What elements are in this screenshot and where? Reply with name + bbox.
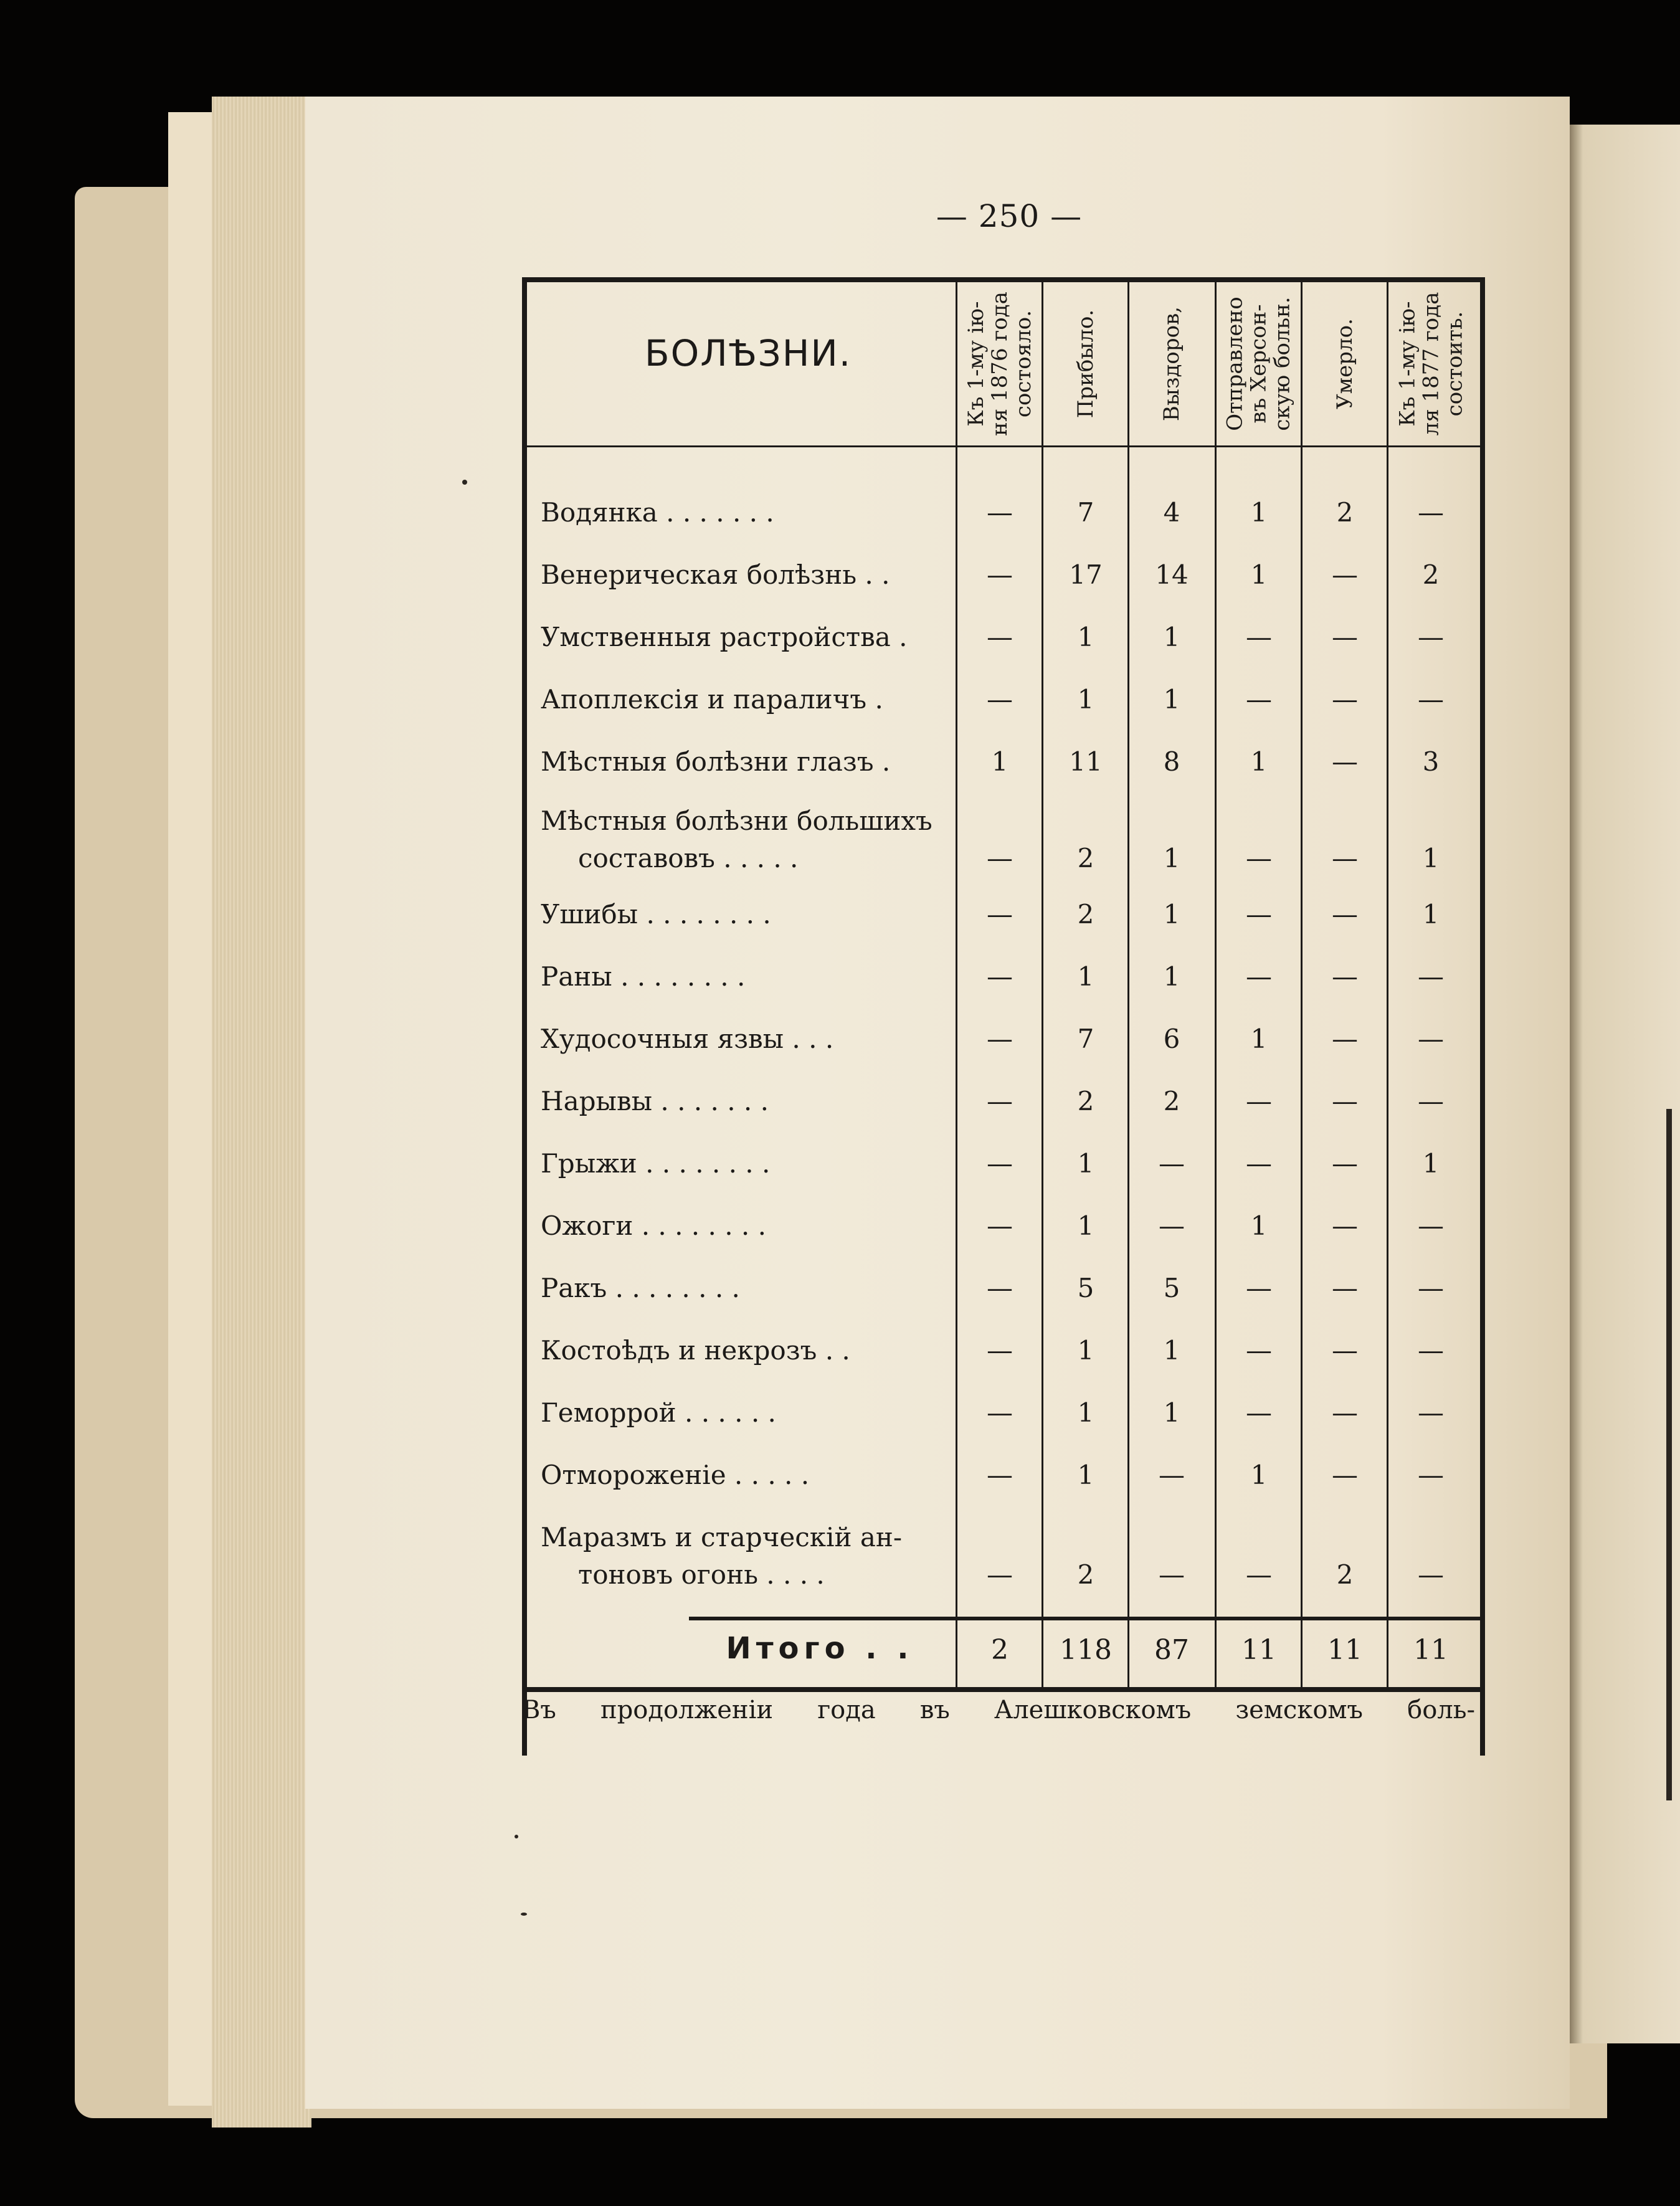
table-cell: — <box>1418 961 1444 992</box>
facing-page <box>1570 125 1680 2043</box>
total-rule <box>689 1617 1480 1620</box>
table-cell: — <box>987 1397 1013 1428</box>
total-label: Итого . . <box>726 1631 914 1666</box>
table-cell: 1 <box>1422 899 1440 929</box>
table-cell: 1 <box>1077 961 1094 992</box>
disease-name: Ракъ . . . . . . . . <box>541 1273 740 1303</box>
table-cell: — <box>1332 622 1358 652</box>
table-cell: — <box>1418 1210 1444 1241</box>
table-cell: — <box>1332 1273 1358 1303</box>
table-cell: — <box>1246 622 1272 652</box>
disease-name: Водянка . . . . . . . <box>541 497 774 528</box>
header-rule <box>527 445 1480 447</box>
table-cell: — <box>987 1148 1013 1179</box>
table-cell: 7 <box>1077 497 1094 528</box>
table-cell: — <box>987 1024 1013 1054</box>
table-cell: — <box>1418 1086 1444 1116</box>
total-cell: 2 <box>991 1634 1008 1666</box>
table-cell: — <box>1418 1024 1444 1054</box>
table-cell: — <box>1246 899 1272 929</box>
table-cell: 5 <box>1163 1273 1180 1303</box>
ink-speck <box>462 480 467 485</box>
table-cell: 1 <box>1163 961 1180 992</box>
table-cell: 1 <box>1077 1210 1094 1241</box>
table-cell: — <box>1332 684 1358 715</box>
total-cell: 11 <box>1241 1634 1276 1666</box>
table-cell: 2 <box>1077 1559 1094 1590</box>
table-cell: — <box>1332 1148 1358 1179</box>
table-cell: — <box>1332 559 1358 590</box>
table-cell: 1 <box>1077 1397 1094 1428</box>
disease-name: Ожоги . . . . . . . . <box>541 1210 766 1241</box>
disease-name: Отмороженіе . . . . . <box>541 1460 810 1490</box>
table-cell: — <box>1246 1273 1272 1303</box>
table-cell: 17 <box>1069 559 1103 590</box>
table-cell: 1 <box>1250 746 1268 777</box>
table-cell: 1 <box>1077 684 1094 715</box>
table-cell: 1 <box>1250 1460 1268 1490</box>
table-cell: — <box>1332 1210 1358 1241</box>
table-cell: — <box>1246 684 1272 715</box>
total-cell: 87 <box>1154 1634 1189 1666</box>
table-cell: — <box>987 899 1013 929</box>
page-stack-edge <box>212 97 311 2128</box>
table-cell: 2 <box>1422 559 1440 590</box>
disease-name: Мѣстныя болѣзни большихъ составовъ . . . . . <box>541 806 933 873</box>
table-title: БОЛѢЗНИ. <box>644 332 852 374</box>
table-cell: — <box>1418 1397 1444 1428</box>
total-cell: 118 <box>1060 1634 1112 1666</box>
table-cell: 4 <box>1163 497 1180 528</box>
table-cell: — <box>1246 1148 1272 1179</box>
disease-name: Худосочныя язвы . . . <box>541 1024 834 1054</box>
table-cell: — <box>1159 1210 1185 1241</box>
ink-speck <box>515 1835 518 1838</box>
table-cell: — <box>1332 961 1358 992</box>
page-number: — 250 — <box>936 198 1083 234</box>
table-cell: — <box>1418 497 1444 528</box>
table-cell: 1 <box>1077 1148 1094 1179</box>
facing-page-rule <box>1666 1109 1672 1800</box>
table-cell: 1 <box>1077 622 1094 652</box>
disease-table <box>522 277 1485 1756</box>
table-cell: — <box>1246 1397 1272 1428</box>
table-cell: — <box>1246 961 1272 992</box>
table-cell: 1 <box>1163 1397 1180 1428</box>
table-cell: 1 <box>1163 899 1180 929</box>
table-cell: — <box>1418 622 1444 652</box>
table-cell: — <box>987 961 1013 992</box>
table-cell: — <box>1159 1148 1185 1179</box>
column-header: Отправлено въ Херсон- скую больн. <box>1223 297 1295 431</box>
table-cell: — <box>987 843 1013 873</box>
column-header: Прибыло. <box>1073 309 1099 419</box>
table-cell: 1 <box>1163 1335 1180 1366</box>
table-cell: — <box>1246 843 1272 873</box>
disease-name: Нарывы . . . . . . . <box>541 1086 769 1116</box>
table-cell: — <box>1332 1460 1358 1490</box>
column-header: Къ 1-му ію- ля 1877 года состоить. <box>1395 292 1467 436</box>
disease-name: Венерическая болѣзнь . . <box>541 559 890 590</box>
table-cell: 1 <box>1250 1210 1268 1241</box>
table-cell: — <box>987 559 1013 590</box>
table-cell: 1 <box>1077 1460 1094 1490</box>
table-cell: — <box>987 1335 1013 1366</box>
table-cell: 8 <box>1163 746 1180 777</box>
table-cell: 2 <box>1077 843 1094 873</box>
disease-name: Маразмъ и старческій ан- тоновъ огонь . . . . <box>541 1522 903 1590</box>
table-cell: — <box>1418 684 1444 715</box>
table-cell: 2 <box>1077 899 1094 929</box>
table-cell: 1 <box>1250 1024 1268 1054</box>
table-cell: — <box>1332 1086 1358 1116</box>
table-cell: — <box>1332 899 1358 929</box>
table-cell: — <box>1418 1273 1444 1303</box>
table-cell: — <box>1418 1335 1444 1366</box>
table-cell: — <box>1418 1460 1444 1490</box>
column-header: Къ 1-му ію- ня 1876 года состояло. <box>964 292 1036 436</box>
table-cell: 14 <box>1155 559 1189 590</box>
table-cell: — <box>1332 843 1358 873</box>
total-cell: 11 <box>1327 1634 1362 1666</box>
table-cell: — <box>1246 1335 1272 1366</box>
table-cell: 1 <box>1163 684 1180 715</box>
table-cell: — <box>987 622 1013 652</box>
table-cell: 1 <box>1422 843 1440 873</box>
table-cell: — <box>987 1086 1013 1116</box>
table-cell: — <box>1159 1460 1185 1490</box>
table-cell: — <box>1332 746 1358 777</box>
table-cell: — <box>1246 1559 1272 1590</box>
table-cell: 7 <box>1077 1024 1094 1054</box>
disease-name: Апоплексія и параличъ . <box>541 684 883 715</box>
table-cell: — <box>1332 1024 1358 1054</box>
table-cell: 1 <box>1163 843 1180 873</box>
disease-name: Костоѣдъ и некрозъ . . <box>541 1335 850 1366</box>
ink-speck <box>521 1913 527 1916</box>
table-cell: 2 <box>1163 1086 1180 1116</box>
table-cell: — <box>987 497 1013 528</box>
disease-name: Грыжи . . . . . . . . <box>541 1148 771 1179</box>
table-cell: 6 <box>1163 1024 1180 1054</box>
table-cell: 2 <box>1077 1086 1094 1116</box>
table-cell: — <box>987 1210 1013 1241</box>
table-cell: — <box>987 1273 1013 1303</box>
table-cell: 1 <box>991 746 1008 777</box>
continued-paragraph: Въ продолженіи года въ Алешковскомъ земскомъ боль- <box>522 1696 1475 1724</box>
total-cell: 11 <box>1413 1634 1448 1666</box>
disease-name: Ушибы . . . . . . . . <box>541 899 771 929</box>
table-cell: — <box>1246 1086 1272 1116</box>
disease-name: Умственныя растройства . <box>541 622 908 652</box>
table-cell: — <box>1418 1559 1444 1590</box>
table-cell: 1 <box>1250 559 1268 590</box>
disease-name: Мѣстныя болѣзни глазъ . <box>541 746 891 777</box>
disease-name: Раны . . . . . . . . <box>541 961 746 992</box>
table-cell: — <box>1332 1397 1358 1428</box>
disease-name: Геморрой . . . . . . <box>541 1397 776 1428</box>
table-cell: 2 <box>1336 1559 1354 1590</box>
table-cell: — <box>987 684 1013 715</box>
table-cell: 1 <box>1077 1335 1094 1366</box>
table-cell: 1 <box>1422 1148 1440 1179</box>
table-cell: — <box>1159 1559 1185 1590</box>
table-cell: 3 <box>1422 746 1440 777</box>
table-cell: — <box>987 1559 1013 1590</box>
table-cell: — <box>1332 1335 1358 1366</box>
column-header: Умерло. <box>1332 318 1357 409</box>
table-cell: 5 <box>1077 1273 1094 1303</box>
column-header: Выздоров, <box>1159 306 1184 422</box>
table-cell: — <box>987 1460 1013 1490</box>
table-cell: 1 <box>1163 622 1180 652</box>
bottom-rule <box>527 1687 1480 1692</box>
table-cell: 2 <box>1336 497 1354 528</box>
table-cell: 1 <box>1250 497 1268 528</box>
table-cell: 11 <box>1069 746 1103 777</box>
